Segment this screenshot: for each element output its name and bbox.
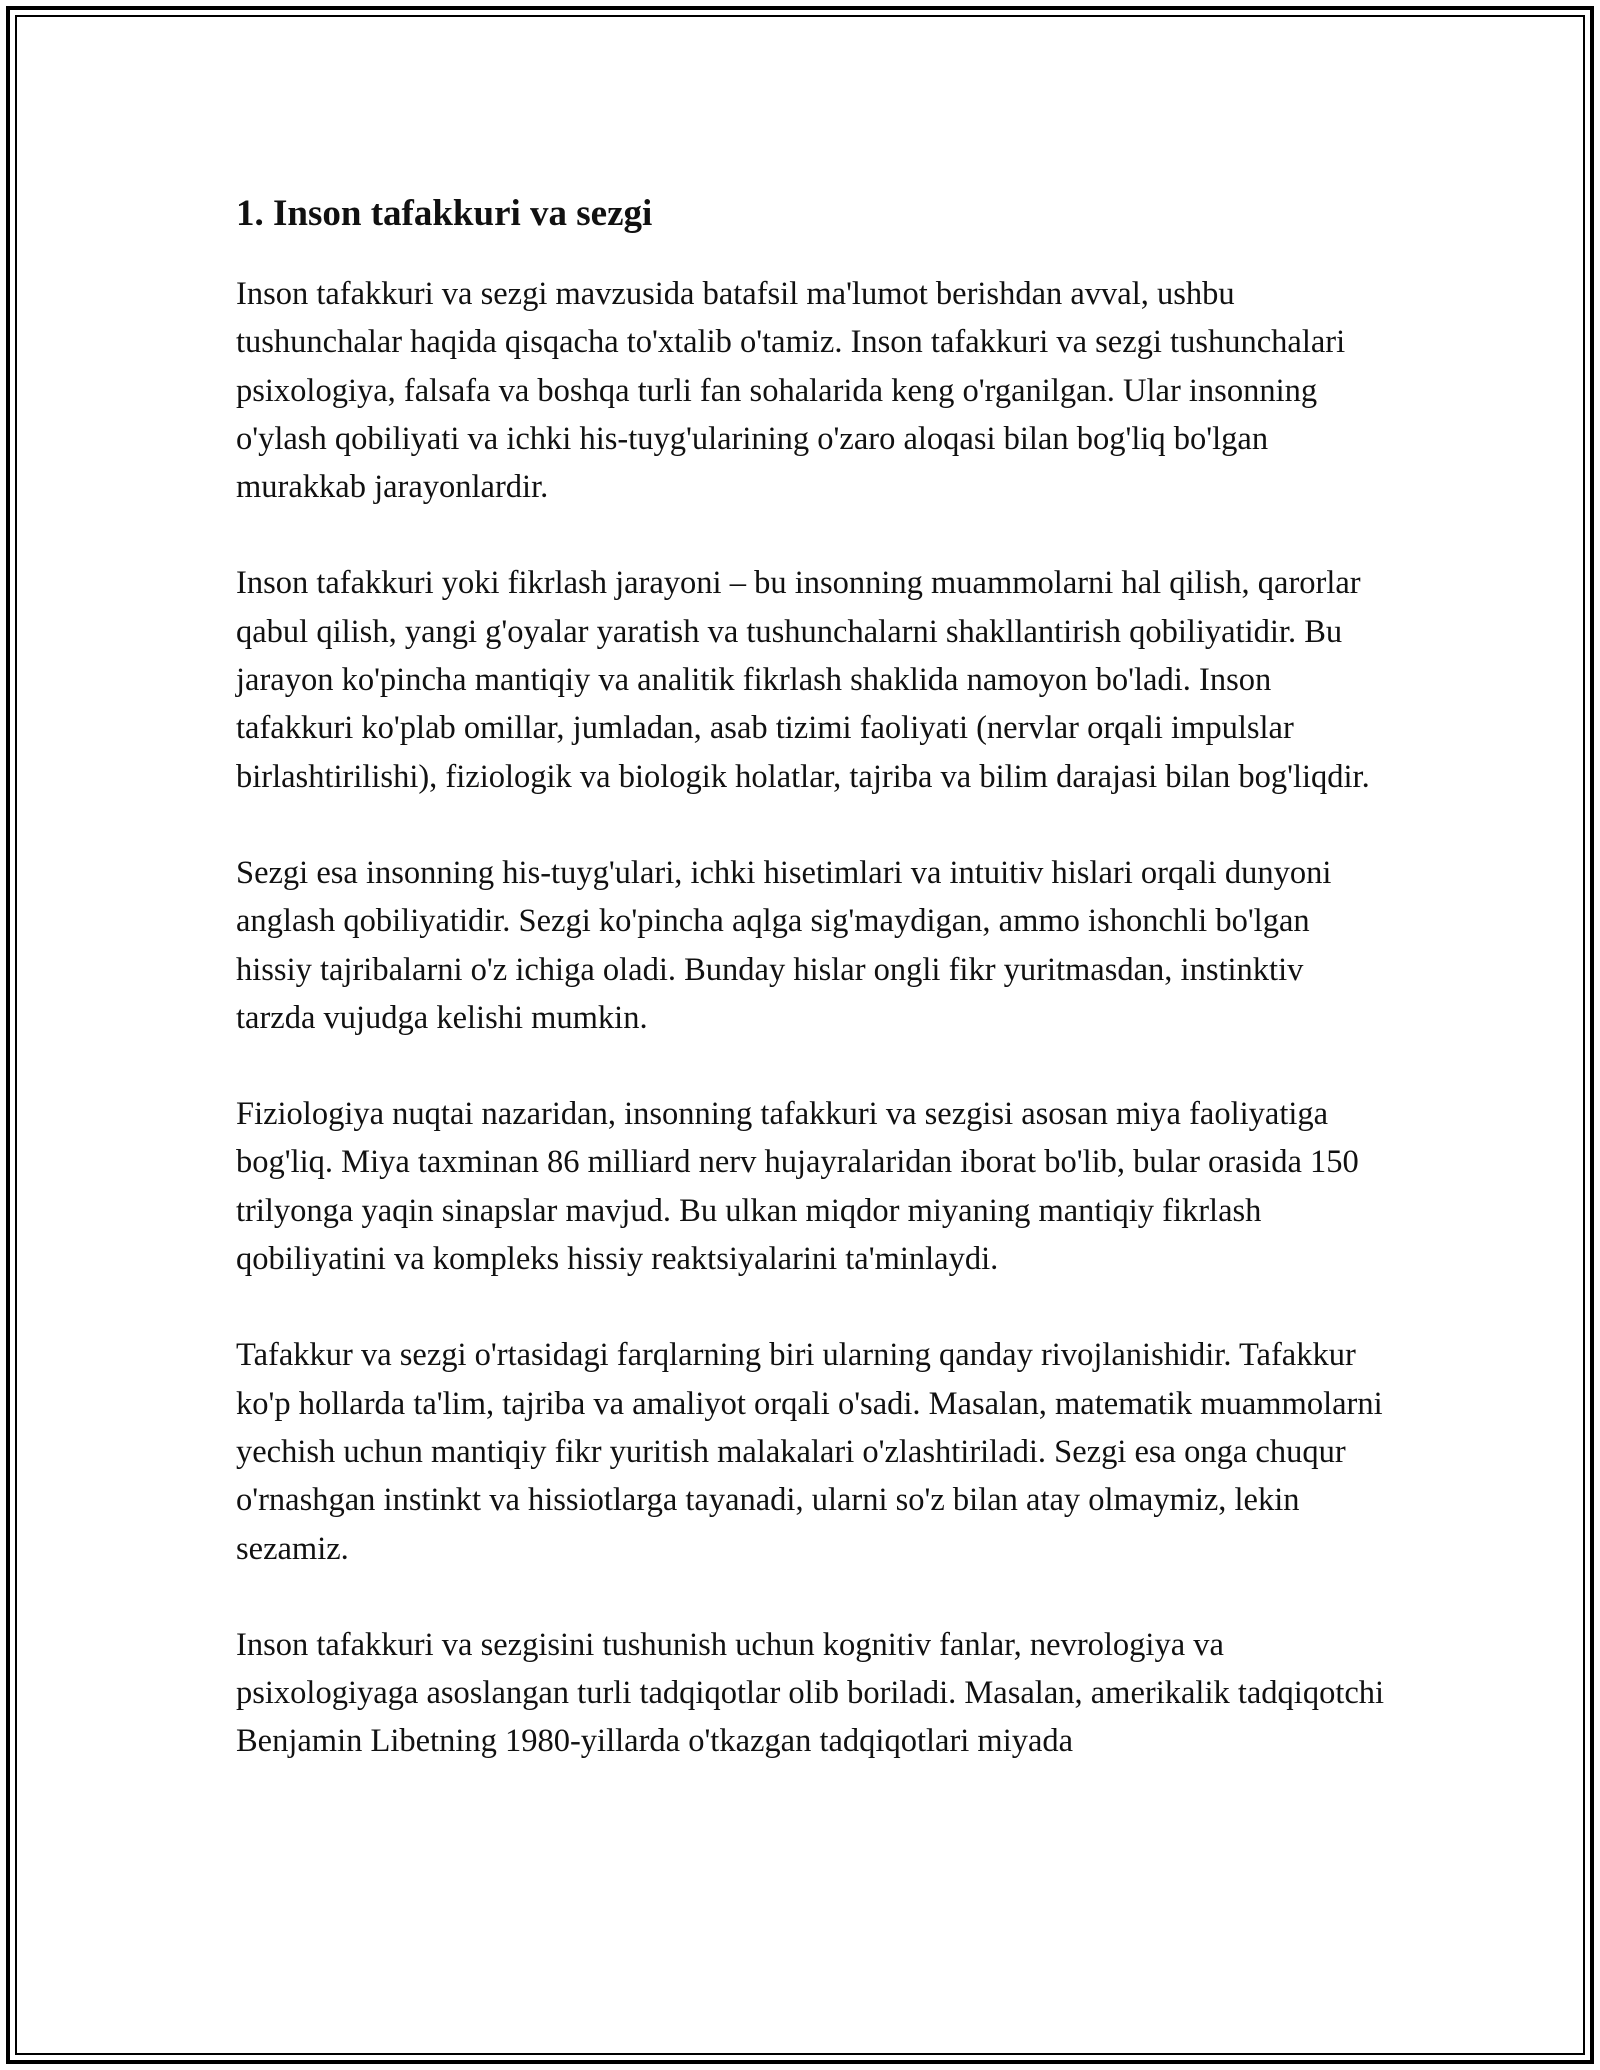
- paragraph-3: Sezgi esa insonning his-tuyg'ulari, ichki hisetimlari va intuitiv hislari orqali dunyoni anglash qobiliyatidir. Sezgi ko'pincha aqlga sig'maydigan, ammo ishonchli bo'lgan hissiy tajribalarni o'z ichiga oladi. Bunday hislar ongli fikr yuritmasdan, instinktiv tarzda vujudga kelishi mumkin.: [236, 854, 1332, 1036]
- page-title: 1. Inson tafakkuri va sezgi: [236, 193, 653, 234]
- paragraph-5: Tafakkur va sezgi o'rtasidagi farqlarning biri ularning qanday rivojlanishidir. Tafakkur ko'p hollarda ta'lim, tajriba va amaliyot orqali o'sadi. Masalan, matematik muammolarni yechish uchun mantiqiy fikr yuritish malakalari o'zlashtiriladi. Sezgi esa onga chuqur o'rnashgan instinkt va hissiotlarga tayanadi, ularni so'z bilan atay olmaymiz, lekin sezamiz.: [236, 1337, 1383, 1567]
- paragraph-1: Inson tafakkuri va sezgi mavzusida batafsil ma'lumot berishdan avval, ushbu tushunchalar haqida qisqacha to'xtalib o'tamiz. Inson tafakkuri va sezgi tushunchalari psixologiya, falsafa va boshqa turli fan sohalarida keng o'rganilgan. Ular insonning o'ylash qobiliyati va ichki his-tuyg'ularining o'zaro aloqasi bilan bog'liq bo'lgan murakkab jarayonlardir.: [236, 276, 1346, 506]
- document-body: [236, 186, 1386, 1814]
- paragraph-6: Inson tafakkuri va sezgisini tushunish uchun kognitiv fanlar, nevrologiya va psixologiyaga asoslangan turli tadqiqotlar olib boriladi. Masalan, amerikalik tadqiqotchi Benjamin Libetning 1980-yillarda o'tkazgan tadqiqotlari miyada: [236, 1626, 1385, 1760]
- paragraph-4: Fiziologiya nuqtai nazaridan, insonning tafakkuri va sezgisi asosan miya faoliyatiga bog'liq. Miya taxminan 86 milliard nerv hujayralaridan iborat bo'lib, bular orasida 150 trilyonga yaqin sinapslar mavjud. Bu ulkan miqdor miyaning mantiqiy fikrlash qobiliyatini va kompleks hissiy reaktsiyalarini ta'minlaydi.: [236, 1096, 1359, 1278]
- paragraph-2: Inson tafakkuri yoki fikrlash jarayoni – bu insonning muammolarni hal qilish, qarorlar qabul qilish, yangi g'oyalar yaratish va tushunchalarni shakllantirish qobiliyatidir. Bu jarayon ko'pincha mantiqiy va analitik fikrlash shaklida namoyon bo'ladi. Inson tafakkuri ko'plab omillar, jumladan, asab tizimi faoliyati (nervlar orqali impulslar birlashtirilishi), fiziologik va biologik holatlar, tajriba va bilim darajasi bilan bog'liqdir.: [236, 565, 1370, 795]
